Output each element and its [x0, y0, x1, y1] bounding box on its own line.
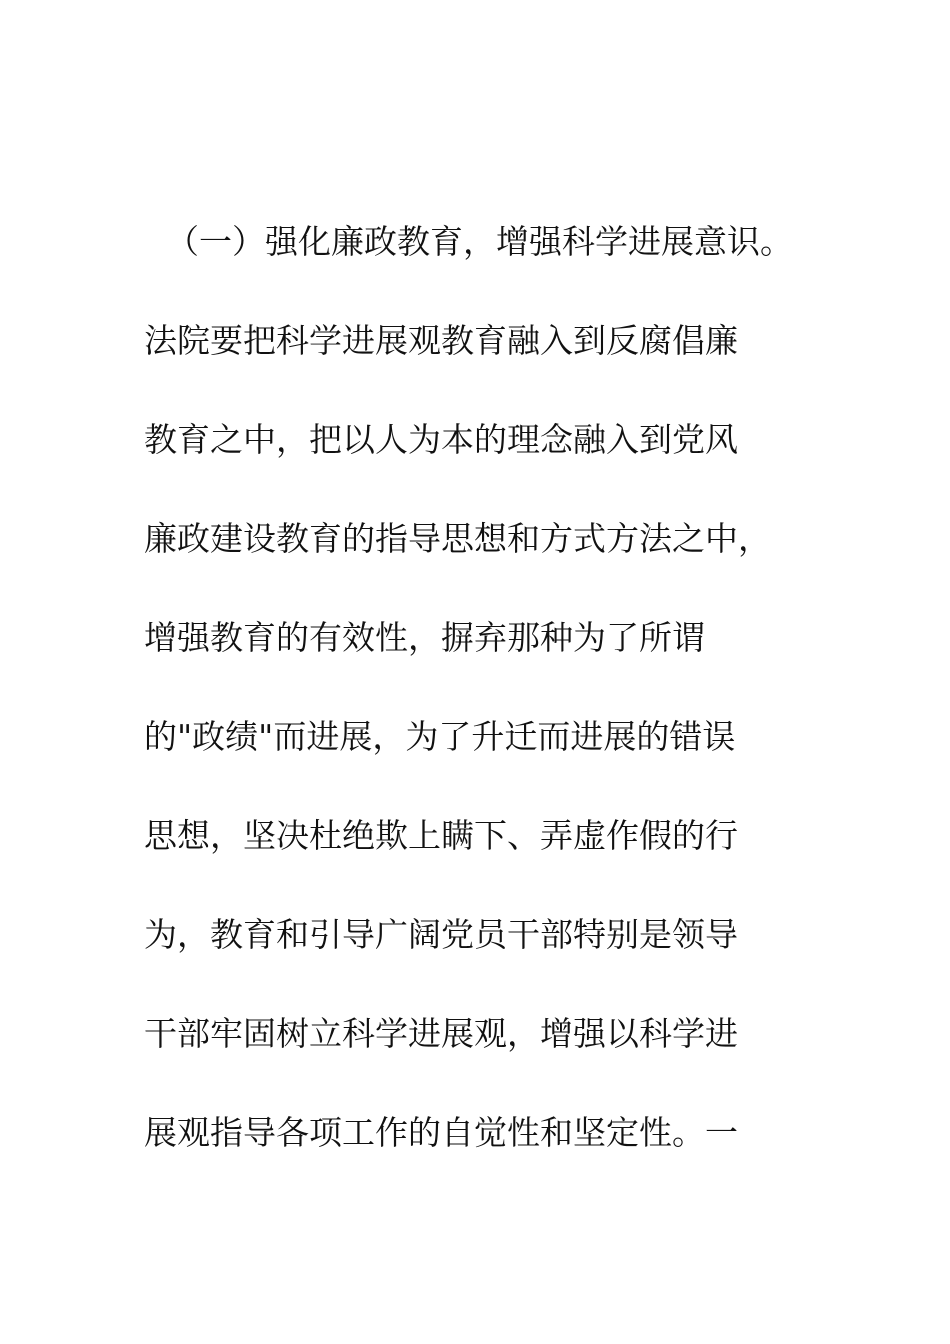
text-line: 干部牢固树立科学进展观，增强以科学进: [144, 1014, 738, 1053]
section-heading-line: （一）强化廉政教育，增强科学进展意识。: [166, 222, 793, 261]
text-line: 展观指导各项工作的自觉性和坚定性。一: [144, 1113, 738, 1152]
text-line: 思想，坚决杜绝欺上瞒下、弄虚作假的行: [144, 816, 738, 855]
text-line: 廉政建设教育的指导思想和方式方法之中，: [144, 519, 771, 558]
text-line: 为，教育和引导广阔党员干部特别是领导: [144, 915, 738, 954]
text-line: 增强教育的有效性，摒弃那种为了所谓: [144, 618, 705, 657]
text-line: 教育之中，把以人为本的理念融入到党风: [144, 420, 738, 459]
text-line: 的"政绩"而进展，为了升迁而进展的错误: [144, 717, 736, 756]
body-text: [144, 222, 884, 1215]
text-line: 法院要把科学进展观教育融入到反腐倡廉: [144, 321, 738, 360]
